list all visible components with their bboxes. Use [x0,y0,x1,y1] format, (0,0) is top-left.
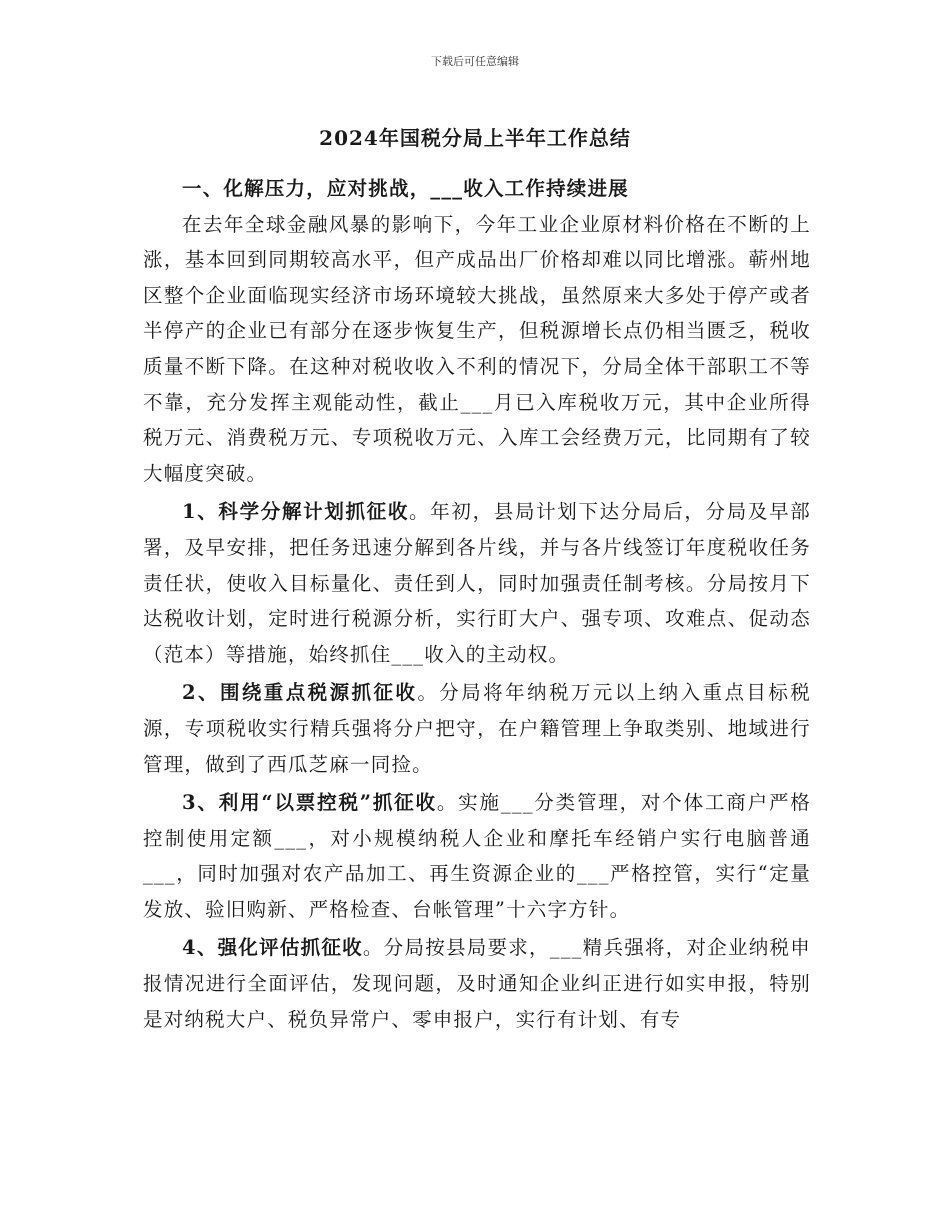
section-heading: 一、化解压力，应对挑战，___收入工作持续进展 [182,177,629,200]
item-paragraph-1 [143,494,811,672]
item-text-3: 。实施___分类管理，对个体工商户严格控制使用定额___，对小规模纳税人企业和摩托车经销户实行电脑普通___，同时加强对农产品加工、再生资源企业的___严格控管，实行“定量发放、验旧购新、严格检查、台帐管理”十六字方针。 [143,791,811,921]
item-lead-4: 4、强化评估抓征收 [182,936,363,960]
item-paragraph-4 [143,930,811,1037]
item-lead-1: 1、科学分解计划抓征收 [182,500,410,524]
section-intro-paragraph: 在去年全球金融风暴的影响下，今年工业企业原材料价格在不断的上涨，基本回到同期较高水平，但产成品出厂价格却难以同比增涨。蕲州地区整个企业面临现实经济市场环境较大挑战，虽然原来大多处于停产或者半停产的企业已有部分在逐步恢复生产，但税源增长点仍相当匮乏，税收质量不断下降。在这种对税收收入不利的情况下，分局全体干部职工不等不靠，充分发挥主观能动性，截止___月已入库税收万元，其中企业所得税万元、消费税万元、专项税收万元、入库工会经费万元，比同期有了较大幅度突破。 [143,212,811,485]
item-lead-3: 3、利用“以票控税”抓征收 [182,791,437,815]
header-note: 下载后可任意编辑 [431,55,519,68]
item-text-4: 。分局按县局要求，___精兵强将，对企业纳税申报情况进行全面评估，发现问题，及时通知企业纠正进行如实申报，特别是对纳税大户、税负异常户、零申报户，实行有计划、有专 [143,936,811,1031]
document-title: 2024年国税分局上半年工作总结 [319,126,631,150]
document-body [143,171,811,1037]
item-paragraph-3 [143,785,811,927]
item-text-2: 。分局将年纳税万元以上纳入重点目标税源，专项税收实行精兵强将分户把守，在户籍管理上争取类别、地域进行管理，做到了西瓜芝麻一同捡。 [143,681,811,776]
item-lead-2: 2、围绕重点税源抓征收 [182,681,418,705]
item-paragraph-2 [143,675,811,782]
item-text-1: 。年初，县局计划下达分局后，分局及早部署，及早安排，把任务迅速分解到各片线，并与各片线签订年度税收任务责任状，使收入目标量化、责任到人，同时加强责任制考核。分局按月下达税收计划，定时进行税源分析，实行盯大户、强专项、攻难点、促动态（范本）等措施，始终抓住___收入的主动权。 [143,500,811,666]
